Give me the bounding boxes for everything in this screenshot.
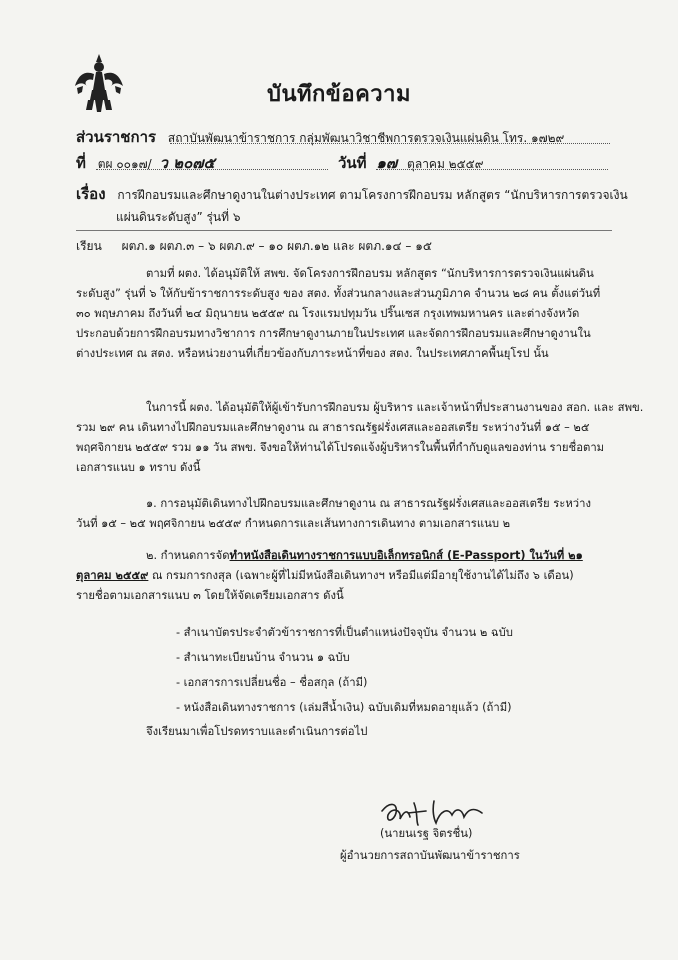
to-value: ผตภ.๑ ผตภ.๓ – ๖ ผตภ.๙ – ๑๐ ผตภ.๑๒ และ ผตภ.๑๔ – ๑๕: [121, 239, 432, 253]
agency-label: ส่วนราชการ: [76, 128, 157, 146]
paragraph-2: [76, 398, 643, 478]
date-label: วันที่: [338, 154, 367, 172]
subject-label: เรื่อง: [76, 185, 106, 203]
p1-line: ระดับสูง” รุ่นที่ ๖ ให้กับข้าราชการระดับสูง ของ สตง. ทั้งส่วนกลางและส่วนภูมิภาค จำนวน ๒๘ คน ตั้งแต่วันที่: [76, 287, 601, 300]
document-list: [176, 620, 513, 720]
ref-value: ตผ ๐๐๑๗/: [97, 157, 152, 171]
ref-row: [76, 151, 215, 175]
paragraph-1: [76, 264, 600, 364]
date-row: [338, 151, 484, 175]
subject-row: [76, 182, 628, 206]
paragraph-4: [76, 546, 583, 606]
list-item: - เอกสารการเปลี่ยนชื่อ – ชื่อสกุล (ถ้ามี): [176, 676, 368, 689]
signatory-position: ผู้อำนวยการสถาบันพัฒนาข้าราชการ: [340, 849, 520, 862]
p2-line: รวม ๒๙ คน เดินทางไปฝึกอบรมและศึกษาดูงาน ณ สาธารณรัฐฝรั่งเศสและออสเตรีย ระหว่างวันที่ ๑๕ – ๒๕: [76, 421, 590, 434]
to-row: [76, 237, 432, 256]
p1-line: ประกอบด้วยการฝึกอบรมทางวิชาการ การศึกษาดูงานภายในประเทศ และจัดการฝึกอบรมและศึกษาดูงานใน: [76, 327, 591, 340]
agency-row: [76, 125, 564, 149]
p4-rest: ณ กรมการกงสุล (เฉพาะผู้ที่ไม่มีหนังสือเดินทางฯ หรือมีแต่มีอายุใช้งานได้ไม่ถึง ๖ เดือน): [148, 569, 574, 582]
p2-line: เอกสารแนบ ๑ ทราบ ดังนี้: [76, 461, 201, 474]
ref-dotted-line: [96, 169, 328, 170]
closing-line: จึงเรียนมาเพื่อโปรดทราบและดำเนินการต่อไป: [146, 725, 368, 738]
p1-line: ต่างประเทศ ณ สตง. หรือหน่วยงานที่เกี่ยวข้องกับภาระหน้าที่ของ สตง. ในประเทศภาคพื้นยุโรป นั้น: [76, 347, 549, 360]
agency-dotted-line: [170, 143, 610, 144]
p2-line: พฤศจิกายน ๒๕๕๙ รวม ๑๑ วัน สพข. จึงขอให้ท่านได้โปรดแจ้งผู้บริหารในพื้นที่กำกับดูแลของท่าน รายชื่อตาม: [76, 441, 605, 454]
subject-divider: [76, 230, 612, 231]
ref-handwritten: ว ๒๐๗๕: [159, 154, 215, 172]
subject-line-1: การฝึกอบรมและศึกษาดูงานในต่างประเทศ ตามโครงการฝึกอบรม หลักสูตร “นักบริหารการตรวจเงิน: [117, 188, 628, 202]
subject-line-2: แผ่นดินระดับสูง” รุ่นที่ ๖: [116, 210, 241, 224]
p4-line-3: รายชื่อตามเอกสารแนบ ๓ โดยให้จัดเตรียมเอกสาร ดังนี้: [76, 589, 344, 602]
date-handwritten: ๑๗: [376, 154, 398, 172]
list-item: - สำเนาทะเบียนบ้าน จำนวน ๑ ฉบับ: [176, 651, 350, 664]
memo-title: บันทึกข้อความ: [266, 82, 411, 107]
to-label: เรียน: [76, 239, 102, 253]
list-item: - สำเนาบัตรประจำตัวข้าราชการที่เป็นตำแหน่งปัจจุบัน จำนวน ๒ ฉบับ: [176, 626, 513, 639]
p3-line: ๑. การอนุมัติเดินทางไปฝึกอบรมและศึกษาดูงาน ณ สาธารณรัฐฝรั่งเศสและออสเตรีย ระหว่าง: [146, 497, 592, 510]
signatory-name: (นายนเรฐ จิตรชื่น): [380, 827, 473, 840]
p1-line: ตามที่ ผตง. ได้อนุมัติให้ สพข. จัดโครงการฝึกอบรม หลักสูตร “นักบริหารการตรวจเงินแผ่นดิน: [146, 267, 594, 280]
ref-label: ที่: [76, 154, 86, 172]
p1-line: ๓๐ พฤษภาคม ถึงวันที่ ๒๔ มิถุนายน ๒๕๕๙ ณ โรงแรมปทุมวัน ปริ๊นเซส กรุงเทพมหานคร และต่างจังหวัด: [76, 307, 580, 320]
date-dotted-line: [376, 169, 608, 170]
list-item: - หนังสือเดินทางราชการ (เล่มสีน้ำเงิน) ฉบับเดิมที่หมดอายุแล้ว (ถ้ามี): [176, 701, 512, 714]
paragraph-3: [76, 494, 591, 534]
p2-line: ในการนี้ ผตง. ได้อนุมัติให้ผู้เข้ารับการฝึกอบรม ผู้บริหาร และเจ้าหน้าที่ประสานงานของ สอก. และ สพข.: [146, 401, 644, 414]
p4-emphasis-2: ตุลาคม ๒๕๕๙: [76, 569, 149, 582]
date-value: ตุลาคม ๒๕๕๙: [407, 157, 484, 171]
agency-value: สถาบันพัฒนาข้าราชการ กลุ่มพัฒนาวิชาชีพการตรวจเงินแผ่นดิน โทร. ๑๗๒๙: [167, 131, 565, 145]
p4-emphasis-1: ทำหนังสือเดินทางราชการแบบอิเล็กทรอนิกส์ (E-Passport) ในวันที่ ๒๑: [229, 549, 583, 562]
p3-line: วันที่ ๑๕ – ๒๕ พฤศจิกายน ๒๕๕๙ กำหนดการและเส้นทางการเดินทาง ตามเอกสารแนบ ๒: [76, 517, 511, 530]
p4-prefix: ๒. กำหนดการจัด: [146, 549, 230, 562]
